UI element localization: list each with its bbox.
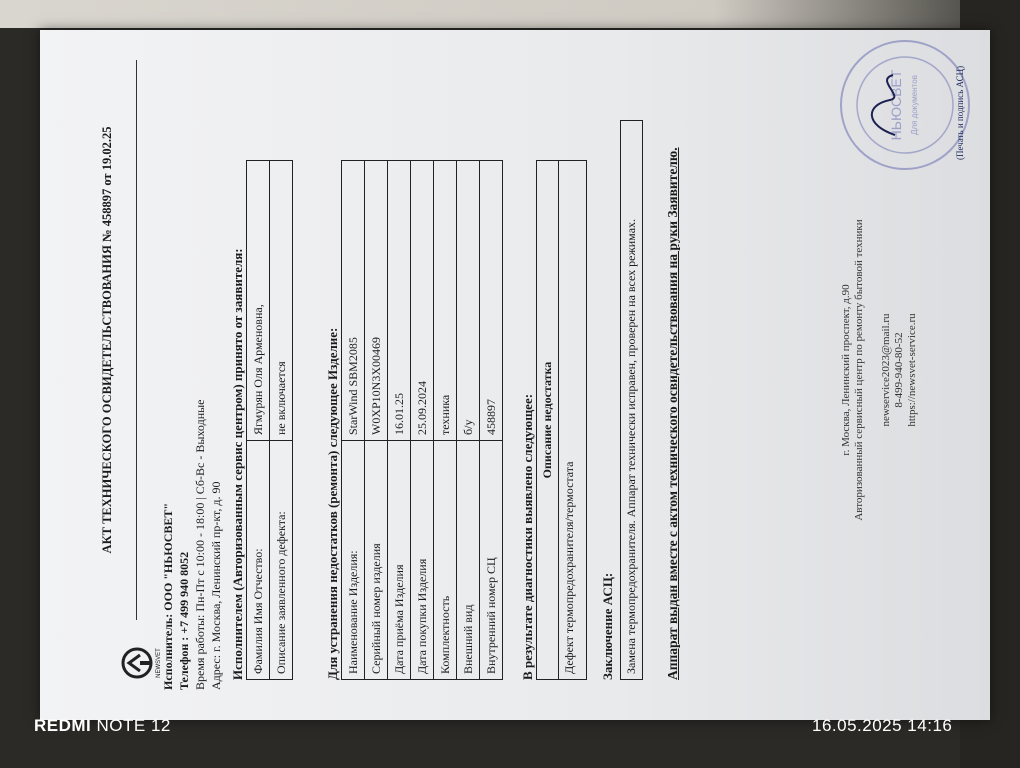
section4-heading: Заключение АСЦ: xyxy=(600,572,615,680)
table-row xyxy=(411,161,434,680)
row-label: Дата приёма Изделия xyxy=(388,441,411,680)
section2-heading: Для устранения недостатков (ремонта) следующее Изделие: xyxy=(325,327,340,680)
table-row xyxy=(342,161,365,680)
product-table xyxy=(341,160,503,680)
conclusion-text: Замена термопредохранителя. Аппарат технически исправен, проверен на всех режимах. xyxy=(620,120,643,680)
applicant-table xyxy=(246,160,293,680)
row-value: 16.01.25 xyxy=(388,161,411,441)
section-accepted-from xyxy=(230,60,293,680)
row-label: Серийный номер изделия xyxy=(365,441,388,680)
executor-phone: Телефон : +7 499 940 8052 xyxy=(177,551,191,690)
row-label: Наименование Изделия: xyxy=(342,441,365,680)
logo-text: NEWSVET xyxy=(156,648,162,678)
footer-email: newservice2023@mail.ru xyxy=(880,313,892,427)
row-value: б/у xyxy=(457,161,480,441)
section-diagnostics xyxy=(520,60,587,680)
row-label: Комплектность xyxy=(434,441,457,680)
camera-watermark-model xyxy=(34,716,171,736)
row-label: Внешний вид xyxy=(457,441,480,680)
final-statement: Аппарат выдан вместе с актом технического освидетельствования на руки Заявителю. xyxy=(665,147,680,680)
row-label: Описание заявленного дефекта: xyxy=(270,441,293,680)
section-conclusion xyxy=(600,60,643,680)
company-stamp xyxy=(835,35,975,175)
row-value: техника xyxy=(434,161,457,441)
table-row xyxy=(270,161,293,680)
executor-address: Адрес: г. Москва, Ленинский пр-кт, д. 90 xyxy=(209,481,223,690)
section3-heading: В результате диагностики выявлено следующее: xyxy=(520,393,535,680)
newsvet-logo-icon xyxy=(120,646,154,680)
table-row xyxy=(247,161,270,680)
stamp-caption: (Печать и подпись АСЦ) xyxy=(955,65,965,160)
defect-column-header: Описание недостатка xyxy=(536,160,559,680)
row-value: Ягмурян Оля Арменовна, xyxy=(247,161,270,441)
row-value: 458897 xyxy=(480,161,503,441)
watermark-brand: REDMI xyxy=(34,716,92,735)
row-value: не включается xyxy=(270,161,293,441)
table-row xyxy=(434,161,457,680)
row-value: StarWind SBM2085 xyxy=(342,161,365,441)
table-row xyxy=(457,161,480,680)
background-top xyxy=(0,0,1020,28)
defect-description: Дефект термопредохранителя/термостата xyxy=(559,160,587,680)
service-footer xyxy=(840,200,919,540)
row-value: 25.09.2024 xyxy=(411,161,434,441)
document-title: АКТ ТЕХНИЧЕСКОГО ОСВИДЕТЕЛЬСТВОВАНИЯ № 458897 от 19.02.25 xyxy=(100,126,114,554)
stamp-org: НЬЮСВЕТ xyxy=(888,69,904,141)
camera-watermark-datetime: 16.05.2025 14:16 xyxy=(812,716,953,735)
document-sheet xyxy=(40,30,990,720)
title-divider xyxy=(136,60,137,620)
row-label: Дата покупки Изделия xyxy=(411,441,434,680)
row-value: W0XP10N3X00469 xyxy=(365,161,388,441)
company-logo xyxy=(120,636,162,690)
row-label: Фамилия Имя Отчество: xyxy=(247,441,270,680)
table-row xyxy=(388,161,411,680)
executor-name: Исполнитель: ООО "НЬЮСВЕТ" xyxy=(161,502,175,690)
row-label: Внутренний номер СЦ xyxy=(480,441,503,680)
executor-hours: Время работы: Пн-Пт с 10:00 - 18:00 | Сб-Вс - Выходные xyxy=(193,399,207,690)
footer-site: https://newsvet-service.ru xyxy=(906,313,918,427)
footer-address: г. Москва, Ленинский проспект, д.90 xyxy=(840,284,852,456)
footer-phone: 8-499-940-80-52 xyxy=(893,332,905,408)
footer-description: Авторизованный сервисный центр по ремонту бытовой техники xyxy=(853,219,865,521)
stamp-sub: Для документов xyxy=(910,75,919,135)
watermark-model: NOTE 12 xyxy=(91,716,171,735)
section1-heading: Исполнителем (Авторизованным сервис центром) принято от заявителя: xyxy=(230,248,245,680)
executor-block xyxy=(160,170,224,690)
section-product xyxy=(325,60,503,680)
table-row xyxy=(480,161,503,680)
table-row xyxy=(365,161,388,680)
